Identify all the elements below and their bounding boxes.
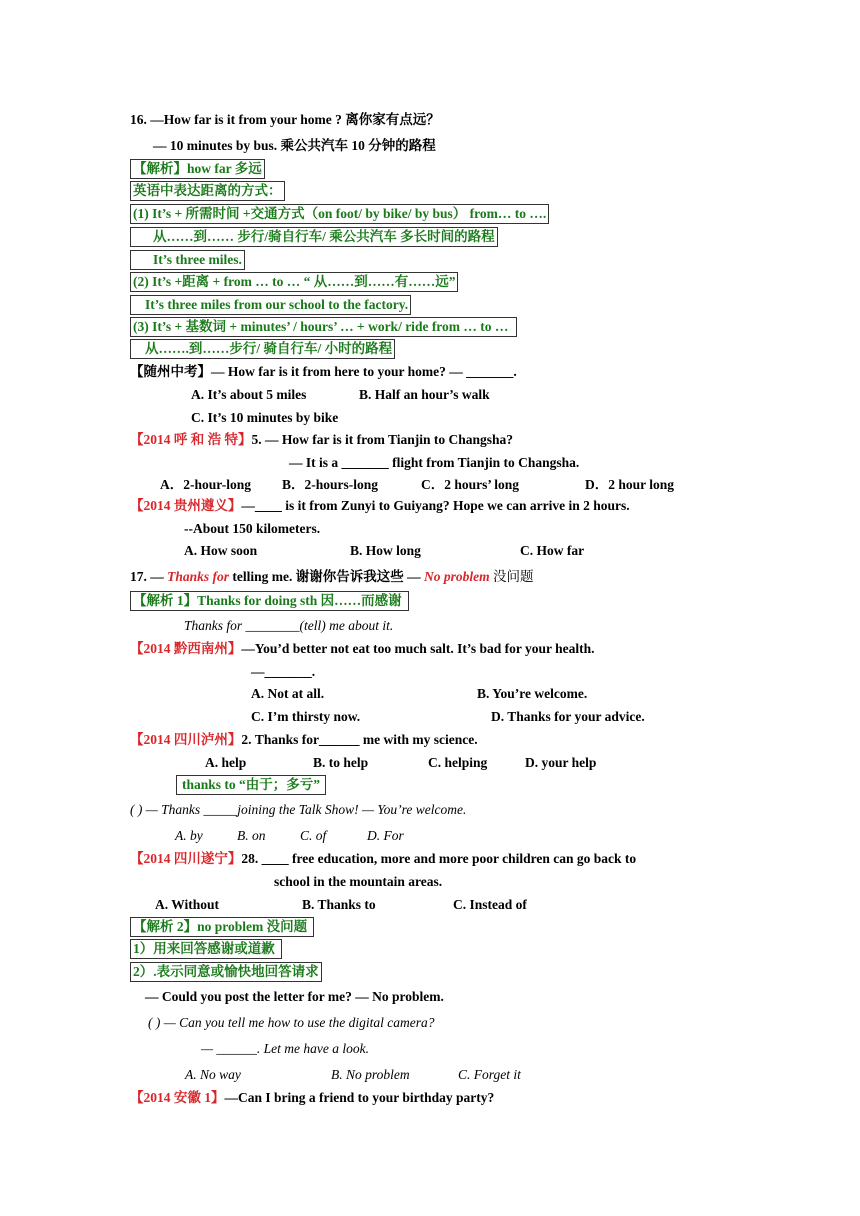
q17-number: 17. — bbox=[130, 569, 164, 584]
q16-way1-cn: 从……到…… 步行/骑自行车/ 乘公共汽车 多长时间的路程 bbox=[130, 227, 498, 247]
q16-ways-title: 英语中表达距离的方式： bbox=[130, 181, 285, 201]
ex2-source-tag: 【2014 呼 和 浩 特】 bbox=[130, 432, 252, 447]
ex9-option-b: B. No problem bbox=[331, 1067, 410, 1082]
ex4-question: —You’d better not eat too much salt. It’s bad for your health. bbox=[241, 641, 595, 656]
ex7-question-line2: school in the mountain areas. bbox=[274, 874, 443, 889]
ex5-question: 2. Thanks for______ me with my science. bbox=[241, 732, 478, 747]
q17-analysis1: 【解析 1】Thanks for doing sth 因……而感谢 bbox=[130, 591, 409, 611]
ex8-dialogue: — Could you post the letter for me? — No problem. bbox=[145, 989, 444, 1004]
ex2-question: 5. — How far is it from Tianjin to Changsha? bbox=[251, 432, 514, 447]
ex5-option-c: C. helping bbox=[428, 755, 488, 770]
ex5-option-a: A. help bbox=[205, 755, 247, 770]
ex10-question: —Can I bring a friend to your birthday party? bbox=[224, 1090, 495, 1105]
ex4-question-line2: —_______. bbox=[251, 664, 316, 679]
ex7-option-b: B. Thanks to bbox=[302, 897, 376, 912]
ex3-option-a: A. How soon bbox=[184, 543, 258, 558]
ex1-option-a: A. It’s about 5 miles bbox=[191, 387, 307, 402]
ex2-question-line2: — It is a _______ flight from Tianjin to Changsha. bbox=[289, 455, 580, 470]
q17-analysis2: 【解析 2】no problem 没问题 bbox=[130, 917, 314, 937]
ex3-source-tag: 【2014 贵州遵义】 bbox=[130, 498, 242, 513]
q16-way2: (2) It’s +距离 + from … to … “ 从……到……有……远” bbox=[130, 272, 458, 292]
ex9-option-a: A. No way bbox=[185, 1067, 241, 1082]
q16-way1-example: It’s three miles. bbox=[130, 250, 245, 270]
ex9-question: ( ) — Can you tell me how to use the digital camera? bbox=[148, 1015, 435, 1030]
q16-analysis: 【解析】how far 多远 bbox=[130, 159, 265, 179]
q17-thanks-for: Thanks for bbox=[167, 569, 230, 584]
ex7-source-tag: 【2014 四川遂宁】 bbox=[130, 851, 242, 866]
ex3-question-line2: --About 150 kilometers. bbox=[184, 521, 321, 536]
ex7-option-c: C. Instead of bbox=[453, 897, 527, 912]
q17-no-problem: No problem bbox=[424, 569, 490, 584]
ex2-option-a: A．2-hour-long bbox=[160, 477, 252, 492]
ex5-option-d: D. your help bbox=[525, 755, 597, 770]
ex3-option-c: C. How far bbox=[520, 543, 585, 558]
q16-line1: 16. —How far is it from your home ? 离你家有点远？ bbox=[130, 112, 440, 127]
ex2-option-b: B．2-hours-long bbox=[282, 477, 379, 492]
ex6-option-c: C. of bbox=[300, 828, 327, 843]
ex5-source-tag: 【2014 四川泸州】 bbox=[130, 732, 242, 747]
q16-line2: — 10 minutes by bus. 乘公共汽车 10 分钟的路程 bbox=[153, 138, 436, 153]
ex10-source-tag: 【2014 安徽 1】 bbox=[130, 1090, 225, 1105]
ex4-option-b: B. You’re welcome. bbox=[477, 686, 588, 701]
ex2-option-c: C．2 hours’ long bbox=[421, 477, 520, 492]
ex2-option-d: D．2 hour long bbox=[585, 477, 675, 492]
ex1-question: 【随州中考】— How far is it from here to your home? — _______. bbox=[130, 364, 517, 379]
thanks-to-note: thanks to “由于；多亏” bbox=[176, 775, 326, 795]
ex4-source-tag: 【2014 黔西南州】 bbox=[130, 641, 242, 656]
ex4-option-d: D. Thanks for your advice. bbox=[491, 709, 645, 724]
ex6-option-b: B. on bbox=[237, 828, 266, 843]
ex1-option-c: C. It’s 10 minutes by bike bbox=[191, 410, 339, 425]
q17-middle: telling me. 谢谢你告诉我这些 — bbox=[229, 569, 421, 584]
ex7-question: 28. ____ free education, more and more poor children can go back to bbox=[241, 851, 637, 866]
ex6-option-a: A. by bbox=[175, 828, 203, 843]
ex1-option-b: B. Half an hour’s walk bbox=[359, 387, 490, 402]
ex7-option-a: A. Without bbox=[155, 897, 220, 912]
q17-tail: 没问题 bbox=[489, 569, 534, 584]
ex6-option-d: D. For bbox=[367, 828, 404, 843]
q16-way2-example: It’s three miles from our school to the factory. bbox=[130, 295, 411, 315]
q16-way3: (3) It’s + 基数词 + minutes’ / hours’ … + work/ ride from … to … bbox=[130, 317, 517, 337]
q17-use2: 2）.表示同意或愉快地回答请求 bbox=[130, 962, 322, 982]
ex3-question: —____ is it from Zunyi to Guiyang? Hope we can arrive in 2 hours. bbox=[241, 498, 630, 513]
q17-example-fill: Thanks for ________(tell) me about it. bbox=[184, 618, 394, 633]
ex5-option-b: B. to help bbox=[313, 755, 369, 770]
q17-use1: 1）用来回答感谢或道歉 bbox=[130, 939, 282, 959]
ex9-option-c: C. Forget it bbox=[458, 1067, 521, 1082]
ex6-question: ( ) — Thanks _____joining the Talk Show! — You’re welcome. bbox=[130, 802, 467, 817]
ex4-option-c: C. I’m thirsty now. bbox=[251, 709, 361, 724]
ex4-option-a: A. Not at all. bbox=[251, 686, 325, 701]
ex3-option-b: B. How long bbox=[350, 543, 421, 558]
q16-way1: (1) It’s + 所需时间 +交通方式（on foot/ by bike/ by bus） from… to …. bbox=[130, 204, 549, 224]
ex9-question-line2: — ______. Let me have a look. bbox=[201, 1041, 369, 1056]
q16-way3-cn: 从…….到……步行/ 骑自行车/ 小时的路程 bbox=[130, 339, 395, 359]
